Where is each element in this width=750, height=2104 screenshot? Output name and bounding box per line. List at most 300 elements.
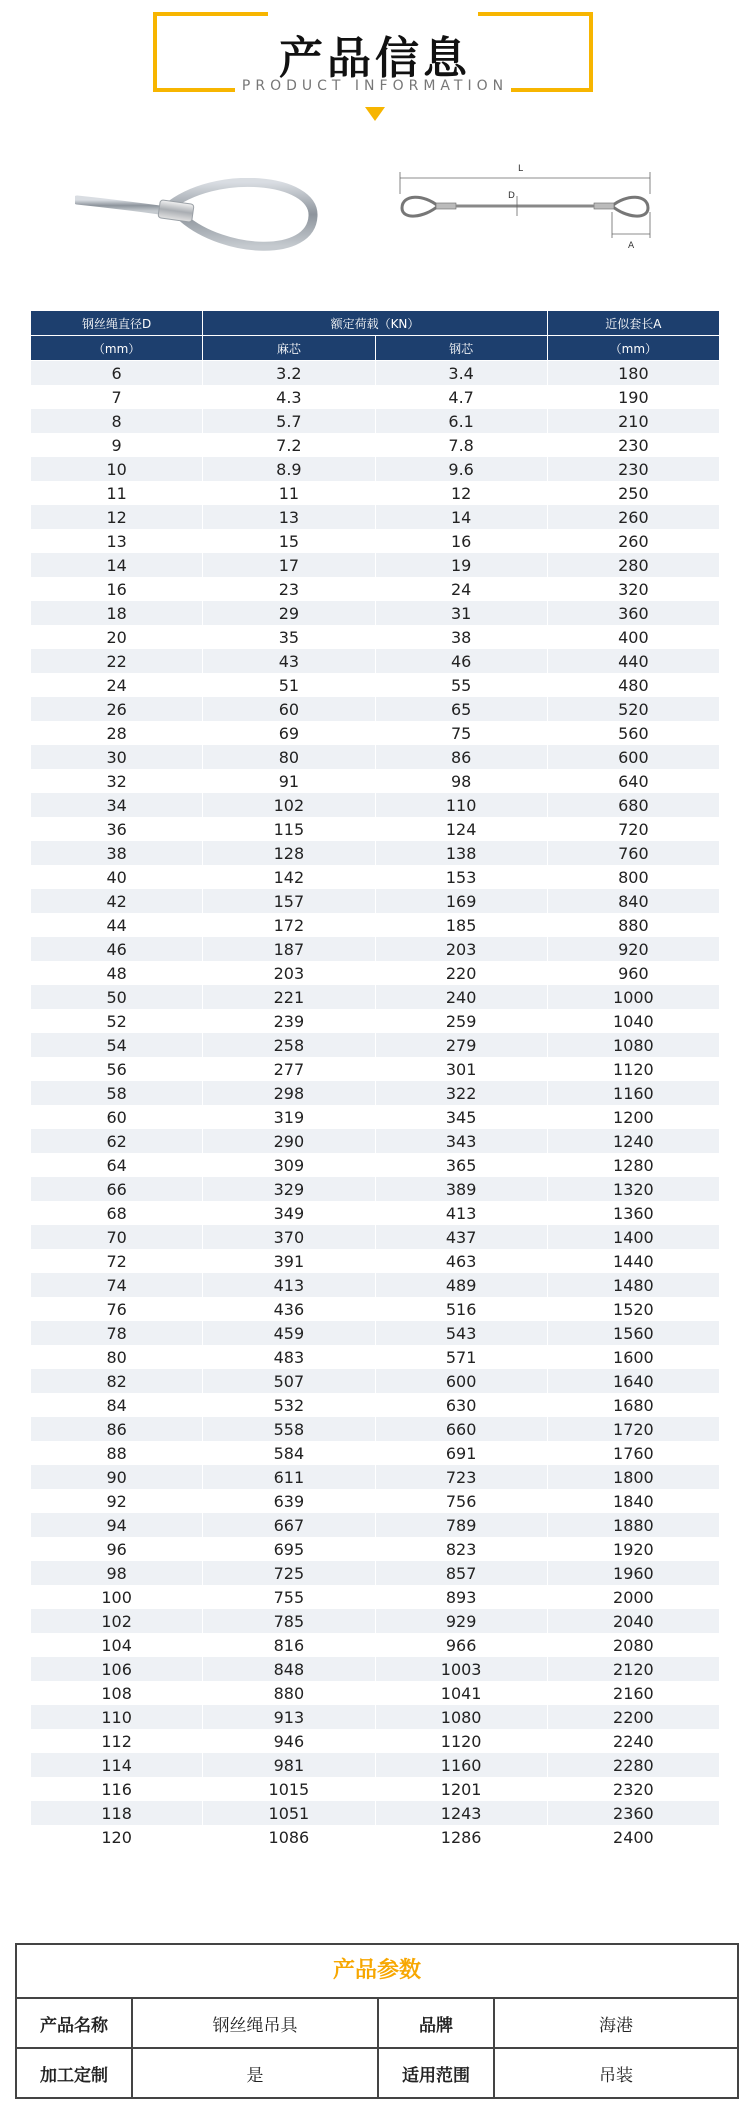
table-row xyxy=(31,1345,720,1369)
header-rated-load: 额定荷载（KN） xyxy=(203,311,548,336)
table-cell: 260 xyxy=(547,529,719,553)
table-row xyxy=(31,1297,720,1321)
table-cell: 560 xyxy=(547,721,719,745)
table-cell: 180 xyxy=(547,361,719,386)
table-cell: 840 xyxy=(547,889,719,913)
table-cell: 6 xyxy=(31,361,203,386)
table-cell: 187 xyxy=(203,937,375,961)
product-params xyxy=(15,1943,739,2099)
table-cell: 153 xyxy=(375,865,547,889)
table-cell: 52 xyxy=(31,1009,203,1033)
table-cell: 1400 xyxy=(547,1225,719,1249)
table-cell: 2040 xyxy=(547,1609,719,1633)
table-row xyxy=(31,1777,720,1801)
table-cell: 90 xyxy=(31,1465,203,1489)
table-cell: 66 xyxy=(31,1177,203,1201)
table-row xyxy=(31,1489,720,1513)
table-cell: 96 xyxy=(31,1537,203,1561)
table-row xyxy=(31,1417,720,1441)
table-cell: 46 xyxy=(375,649,547,673)
table-cell: 480 xyxy=(547,673,719,697)
table-cell: 138 xyxy=(375,841,547,865)
table-row xyxy=(31,1633,720,1657)
table-cell: 436 xyxy=(203,1297,375,1321)
table-cell: 2160 xyxy=(547,1681,719,1705)
table-cell: 1600 xyxy=(547,1345,719,1369)
table-cell: 365 xyxy=(375,1153,547,1177)
table-cell: 3.2 xyxy=(203,361,375,386)
table-cell: 112 xyxy=(31,1729,203,1753)
table-cell: 98 xyxy=(375,769,547,793)
table-cell: 929 xyxy=(375,1609,547,1633)
table-cell: 440 xyxy=(547,649,719,673)
table-cell: 630 xyxy=(375,1393,547,1417)
table-cell: 64 xyxy=(31,1153,203,1177)
table-cell: 1200 xyxy=(547,1105,719,1129)
table-cell: 1360 xyxy=(547,1201,719,1225)
table-cell: 1080 xyxy=(375,1705,547,1729)
table-cell: 14 xyxy=(375,505,547,529)
table-cell: 640 xyxy=(547,769,719,793)
table-cell: 28 xyxy=(31,721,203,745)
table-cell: 54 xyxy=(31,1033,203,1057)
table-cell: 611 xyxy=(203,1465,375,1489)
table-cell: 2400 xyxy=(547,1825,719,1849)
table-cell: 91 xyxy=(203,769,375,793)
table-row xyxy=(31,673,720,697)
table-cell: 11 xyxy=(31,481,203,505)
table-row xyxy=(31,1513,720,1537)
table-row xyxy=(31,553,720,577)
table-cell: 1160 xyxy=(375,1753,547,1777)
table-cell: 725 xyxy=(203,1561,375,1585)
param-value-name: 钢丝绳吊具 xyxy=(133,1999,379,2047)
table-row xyxy=(31,1129,720,1153)
table-cell: 1120 xyxy=(547,1057,719,1081)
table-cell: 239 xyxy=(203,1009,375,1033)
table-cell: 12 xyxy=(31,505,203,529)
table-cell: 86 xyxy=(375,745,547,769)
table-row xyxy=(31,1201,720,1225)
table-cell: 345 xyxy=(375,1105,547,1129)
table-cell: 760 xyxy=(547,841,719,865)
table-cell: 413 xyxy=(203,1273,375,1297)
table-cell: 60 xyxy=(31,1105,203,1129)
table-cell: 72 xyxy=(31,1249,203,1273)
table-cell: 391 xyxy=(203,1249,375,1273)
table-cell: 1086 xyxy=(203,1825,375,1849)
label-diameter: D xyxy=(508,191,515,201)
table-cell: 2320 xyxy=(547,1777,719,1801)
table-cell: 58 xyxy=(31,1081,203,1105)
params-row xyxy=(17,2047,737,2097)
table-row xyxy=(31,481,720,505)
table-cell: 1560 xyxy=(547,1321,719,1345)
table-cell: 69 xyxy=(203,721,375,745)
table-cell: 68 xyxy=(31,1201,203,1225)
table-cell: 800 xyxy=(547,865,719,889)
table-cell: 322 xyxy=(375,1081,547,1105)
table-row xyxy=(31,649,720,673)
table-cell: 279 xyxy=(375,1033,547,1057)
table-cell: 78 xyxy=(31,1321,203,1345)
table-cell: 2000 xyxy=(547,1585,719,1609)
param-label-brand: 品牌 xyxy=(379,1999,495,2047)
table-row xyxy=(31,1369,720,1393)
params-title: 产品参数 xyxy=(17,1945,737,1999)
table-row xyxy=(31,769,720,793)
table-cell: 343 xyxy=(375,1129,547,1153)
table-cell: 9.6 xyxy=(375,457,547,481)
table-cell: 1240 xyxy=(547,1129,719,1153)
table-row xyxy=(31,1609,720,1633)
table-row xyxy=(31,817,720,841)
table-cell: 142 xyxy=(203,865,375,889)
table-cell: 1880 xyxy=(547,1513,719,1537)
table-cell: 12 xyxy=(375,481,547,505)
table-cell: 516 xyxy=(375,1297,547,1321)
spec-table xyxy=(30,310,720,1849)
table-cell: 1760 xyxy=(547,1441,719,1465)
table-cell: 680 xyxy=(547,793,719,817)
table-row xyxy=(31,793,720,817)
table-cell: 118 xyxy=(31,1801,203,1825)
table-cell: 520 xyxy=(547,697,719,721)
table-cell: 370 xyxy=(203,1225,375,1249)
header-rope-diameter: 钢丝绳直径D xyxy=(31,311,203,336)
table-cell: 6.1 xyxy=(375,409,547,433)
table-cell: 50 xyxy=(31,985,203,1009)
table-row xyxy=(31,1681,720,1705)
table-row xyxy=(31,457,720,481)
table-cell: 185 xyxy=(375,913,547,937)
table-cell: 600 xyxy=(547,745,719,769)
table-cell: 7.2 xyxy=(203,433,375,457)
table-cell: 203 xyxy=(375,937,547,961)
table-cell: 16 xyxy=(31,577,203,601)
table-row xyxy=(31,1153,720,1177)
table-cell: 102 xyxy=(31,1609,203,1633)
table-cell: 172 xyxy=(203,913,375,937)
table-cell: 106 xyxy=(31,1657,203,1681)
table-cell: 108 xyxy=(31,1681,203,1705)
table-row xyxy=(31,1081,720,1105)
table-cell: 946 xyxy=(203,1729,375,1753)
table-row xyxy=(31,1393,720,1417)
table-cell: 60 xyxy=(203,697,375,721)
table-cell: 203 xyxy=(203,961,375,985)
table-row xyxy=(31,697,720,721)
table-cell: 2080 xyxy=(547,1633,719,1657)
table-cell: 413 xyxy=(375,1201,547,1225)
table-cell: 7 xyxy=(31,385,203,409)
table-cell: 88 xyxy=(31,1441,203,1465)
table-cell: 19 xyxy=(375,553,547,577)
table-cell: 1286 xyxy=(375,1825,547,1849)
table-cell: 24 xyxy=(31,673,203,697)
table-cell: 220 xyxy=(375,961,547,985)
table-cell: 507 xyxy=(203,1369,375,1393)
table-cell: 816 xyxy=(203,1633,375,1657)
table-cell: 11 xyxy=(203,481,375,505)
table-cell: 920 xyxy=(547,937,719,961)
table-cell: 893 xyxy=(375,1585,547,1609)
section-header xyxy=(0,0,750,130)
table-subheader-row xyxy=(31,336,720,361)
table-cell: 36 xyxy=(31,817,203,841)
header-sleeve-length: 近似套长A xyxy=(547,311,719,336)
table-cell: 29 xyxy=(203,601,375,625)
subheader-mm: （mm） xyxy=(31,336,203,361)
table-cell: 110 xyxy=(31,1705,203,1729)
table-row xyxy=(31,601,720,625)
table-cell: 115 xyxy=(203,817,375,841)
table-cell: 1640 xyxy=(547,1369,719,1393)
table-cell: 329 xyxy=(203,1177,375,1201)
table-row xyxy=(31,1033,720,1057)
table-cell: 24 xyxy=(375,577,547,601)
table-cell: 13 xyxy=(31,529,203,553)
table-cell: 1040 xyxy=(547,1009,719,1033)
table-cell: 8.9 xyxy=(203,457,375,481)
table-cell: 1080 xyxy=(547,1033,719,1057)
table-row xyxy=(31,1825,720,1849)
table-cell: 848 xyxy=(203,1657,375,1681)
table-row xyxy=(31,409,720,433)
table-cell: 1003 xyxy=(375,1657,547,1681)
table-cell: 823 xyxy=(375,1537,547,1561)
table-cell: 86 xyxy=(31,1417,203,1441)
param-value-usage: 吊装 xyxy=(599,2065,633,2086)
table-cell: 240 xyxy=(375,985,547,1009)
table-cell: 92 xyxy=(31,1489,203,1513)
table-cell: 51 xyxy=(203,673,375,697)
table-cell: 880 xyxy=(547,913,719,937)
table-cell: 44 xyxy=(31,913,203,937)
table-cell: 1320 xyxy=(547,1177,719,1201)
table-cell: 720 xyxy=(547,817,719,841)
table-cell: 55 xyxy=(375,673,547,697)
table-row xyxy=(31,1465,720,1489)
table-cell: 104 xyxy=(31,1633,203,1657)
table-cell: 301 xyxy=(375,1057,547,1081)
table-cell: 8 xyxy=(31,409,203,433)
table-cell: 259 xyxy=(375,1009,547,1033)
table-cell: 789 xyxy=(375,1513,547,1537)
table-cell: 16 xyxy=(375,529,547,553)
table-cell: 389 xyxy=(375,1177,547,1201)
table-cell: 102 xyxy=(203,793,375,817)
table-row xyxy=(31,1105,720,1129)
table-cell: 1920 xyxy=(547,1537,719,1561)
table-cell: 18 xyxy=(31,601,203,625)
table-cell: 280 xyxy=(547,553,719,577)
table-cell: 74 xyxy=(31,1273,203,1297)
table-cell: 26 xyxy=(31,697,203,721)
table-row xyxy=(31,721,720,745)
table-row xyxy=(31,1441,720,1465)
table-row xyxy=(31,1177,720,1201)
table-cell: 320 xyxy=(547,577,719,601)
table-cell: 10 xyxy=(31,457,203,481)
table-row xyxy=(31,745,720,769)
table-cell: 9 xyxy=(31,433,203,457)
table-cell: 190 xyxy=(547,385,719,409)
table-cell: 114 xyxy=(31,1753,203,1777)
table-cell: 723 xyxy=(375,1465,547,1489)
table-cell: 290 xyxy=(203,1129,375,1153)
table-cell: 2240 xyxy=(547,1729,719,1753)
table-cell: 459 xyxy=(203,1321,375,1345)
table-cell: 319 xyxy=(203,1105,375,1129)
table-cell: 1480 xyxy=(547,1273,719,1297)
table-cell: 584 xyxy=(203,1441,375,1465)
table-cell: 532 xyxy=(203,1393,375,1417)
table-cell: 755 xyxy=(203,1585,375,1609)
table-row xyxy=(31,625,720,649)
table-cell: 250 xyxy=(547,481,719,505)
table-row xyxy=(31,1321,720,1345)
table-cell: 1520 xyxy=(547,1297,719,1321)
table-cell: 38 xyxy=(375,625,547,649)
table-cell: 17 xyxy=(203,553,375,577)
table-cell: 913 xyxy=(203,1705,375,1729)
subheader-steel-core: 钢芯 xyxy=(375,336,547,361)
page-subtitle: PRODUCT INFORMATION xyxy=(241,78,509,94)
table-cell: 13 xyxy=(203,505,375,529)
table-cell: 5.7 xyxy=(203,409,375,433)
table-cell: 65 xyxy=(375,697,547,721)
table-cell: 857 xyxy=(375,1561,547,1585)
table-cell: 80 xyxy=(203,745,375,769)
table-row xyxy=(31,1009,720,1033)
table-cell: 400 xyxy=(547,625,719,649)
table-cell: 34 xyxy=(31,793,203,817)
table-cell: 667 xyxy=(203,1513,375,1537)
table-cell: 349 xyxy=(203,1201,375,1225)
table-cell: 15 xyxy=(203,529,375,553)
table-cell: 30 xyxy=(31,745,203,769)
table-cell: 880 xyxy=(203,1681,375,1705)
table-cell: 46 xyxy=(31,937,203,961)
table-cell: 966 xyxy=(375,1633,547,1657)
table-cell: 40 xyxy=(31,865,203,889)
table-row xyxy=(31,1225,720,1249)
table-cell: 2120 xyxy=(547,1657,719,1681)
table-cell: 20 xyxy=(31,625,203,649)
subheader-mm-2: （mm） xyxy=(547,336,719,361)
table-cell: 2280 xyxy=(547,1753,719,1777)
table-cell: 691 xyxy=(375,1441,547,1465)
table-cell: 42 xyxy=(31,889,203,913)
page-title: 产品信息 xyxy=(279,33,471,84)
label-sleeve: A xyxy=(628,241,635,251)
table-cell: 230 xyxy=(547,457,719,481)
table-cell: 437 xyxy=(375,1225,547,1249)
table-cell: 31 xyxy=(375,601,547,625)
table-cell: 960 xyxy=(547,961,719,985)
table-row xyxy=(31,961,720,985)
table-row xyxy=(31,361,720,386)
table-cell: 221 xyxy=(203,985,375,1009)
table-cell: 1440 xyxy=(547,1249,719,1273)
table-cell: 116 xyxy=(31,1777,203,1801)
params-row xyxy=(17,1999,737,2047)
table-cell: 558 xyxy=(203,1417,375,1441)
subheader-fiber-core: 麻芯 xyxy=(203,336,375,361)
table-cell: 56 xyxy=(31,1057,203,1081)
table-cell: 62 xyxy=(31,1129,203,1153)
table-cell: 260 xyxy=(547,505,719,529)
table-cell: 2360 xyxy=(547,1801,719,1825)
table-cell: 277 xyxy=(203,1057,375,1081)
table-cell: 70 xyxy=(31,1225,203,1249)
table-row xyxy=(31,385,720,409)
table-cell: 2200 xyxy=(547,1705,719,1729)
table-cell: 76 xyxy=(31,1297,203,1321)
table-row xyxy=(31,1537,720,1561)
table-cell: 1015 xyxy=(203,1777,375,1801)
table-cell: 3.4 xyxy=(375,361,547,386)
table-cell: 32 xyxy=(31,769,203,793)
table-cell: 23 xyxy=(203,577,375,601)
table-cell: 1243 xyxy=(375,1801,547,1825)
table-row xyxy=(31,1561,720,1585)
table-header-row xyxy=(31,311,720,336)
table-row xyxy=(31,577,720,601)
table-cell: 80 xyxy=(31,1345,203,1369)
table-row xyxy=(31,913,720,937)
table-cell: 695 xyxy=(203,1537,375,1561)
wire-rope-sling-photo xyxy=(75,178,330,266)
table-cell: 1280 xyxy=(547,1153,719,1177)
table-cell: 1051 xyxy=(203,1801,375,1825)
table-row xyxy=(31,433,720,457)
table-cell: 1000 xyxy=(547,985,719,1009)
table-cell: 981 xyxy=(203,1753,375,1777)
table-row xyxy=(31,1249,720,1273)
table-cell: 100 xyxy=(31,1585,203,1609)
table-cell: 38 xyxy=(31,841,203,865)
table-cell: 756 xyxy=(375,1489,547,1513)
table-cell: 543 xyxy=(375,1321,547,1345)
table-row xyxy=(31,865,720,889)
table-row xyxy=(31,505,720,529)
table-cell: 43 xyxy=(203,649,375,673)
table-cell: 1720 xyxy=(547,1417,719,1441)
table-row xyxy=(31,889,720,913)
table-cell: 210 xyxy=(547,409,719,433)
table-cell: 571 xyxy=(375,1345,547,1369)
table-cell: 1160 xyxy=(547,1081,719,1105)
table-cell: 110 xyxy=(375,793,547,817)
param-label-usage: 适用范围 xyxy=(379,2049,495,2097)
table-cell: 48 xyxy=(31,961,203,985)
param-value-brand: 海港 xyxy=(599,2015,633,2036)
table-cell: 1840 xyxy=(547,1489,719,1513)
param-label-name: 产品名称 xyxy=(17,1999,133,2047)
table-cell: 258 xyxy=(203,1033,375,1057)
table-row xyxy=(31,1273,720,1297)
table-row xyxy=(31,1753,720,1777)
table-cell: 4.7 xyxy=(375,385,547,409)
table-cell: 360 xyxy=(547,601,719,625)
table-cell: 1041 xyxy=(375,1681,547,1705)
table-cell: 169 xyxy=(375,889,547,913)
param-label-custom: 加工定制 xyxy=(17,2049,133,2097)
table-cell: 785 xyxy=(203,1609,375,1633)
table-cell: 4.3 xyxy=(203,385,375,409)
